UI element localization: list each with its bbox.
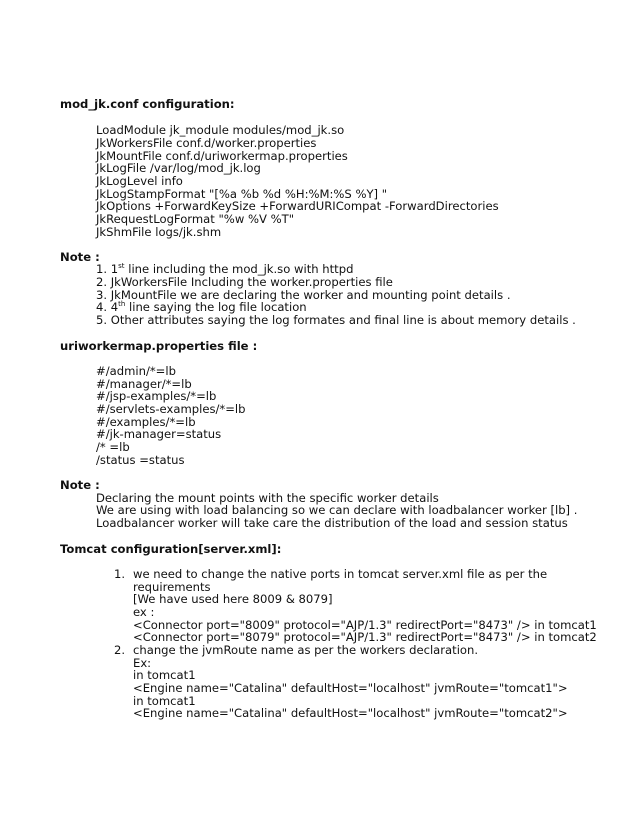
- note2-line: Loadbalancer worker will take care the distribution of the load and session status: [96, 516, 568, 530]
- uriworkermap-line: #/jk-manager=status: [96, 427, 222, 441]
- tomcat-item-line: in tomcat1: [133, 694, 196, 708]
- note1-item-text: line including the mod_jk.so with httpd: [124, 262, 354, 276]
- note1-item: [96, 300, 307, 314]
- modjk-line: JkWorkersFile conf.d/worker.properties: [96, 136, 317, 150]
- modjk-line: JkLogLevel info: [96, 174, 183, 188]
- modjk-line: JkShmFile logs/jk.shm: [96, 225, 222, 239]
- tomcat-item-number: 2.: [114, 643, 126, 657]
- uriworkermap-line: #/servlets-examples/*=lb: [96, 402, 246, 416]
- modjk-line: LoadModule jk_module modules/mod_jk.so: [96, 123, 345, 137]
- note1-heading: Note :: [60, 250, 100, 264]
- note1-item: [96, 262, 353, 276]
- note2-line: We are using with load balancing so we can declare with loadbalancer worker [lb] .: [96, 503, 578, 517]
- note1-item-ordinal: st: [118, 262, 125, 271]
- modjk-heading: mod_jk.conf configuration:: [60, 97, 235, 111]
- note1-item: 2. JkWorkersFile Including the worker.properties file: [96, 275, 393, 289]
- tomcat-item-line: <Connector port="8079" protocol="AJP/1.3" redirectPort="8473" /> in tomcat2: [133, 630, 597, 644]
- modjk-line: JkMountFile conf.d/uriworkermap.properties: [96, 149, 348, 163]
- note2-line: Declaring the mount points with the specific worker details: [96, 491, 439, 505]
- note1-item-text: line saying the log file location: [125, 300, 307, 314]
- note1-item-number: 1. 1: [96, 262, 119, 276]
- uriworkermap-line: #/examples/*=lb: [96, 415, 196, 429]
- note1-item-number: 4. 4: [96, 300, 119, 314]
- note1-item: 3. JkMountFile we are declaring the worker and mounting point details .: [96, 288, 511, 302]
- tomcat-item-line: <Engine name="Catalina" defaultHost="localhost" jvmRoute="tomcat1">: [133, 681, 568, 695]
- note2-heading: Note :: [60, 478, 100, 492]
- modjk-line: JkOptions +ForwardKeySize +ForwardURICompat -ForwardDirectories: [96, 199, 499, 213]
- uriworkermap-line: #/admin/*=lb: [96, 364, 176, 378]
- tomcat-item-line: <Engine name="Catalina" defaultHost="localhost" jvmRoute="tomcat2">: [133, 706, 568, 720]
- modjk-line: JkRequestLogFormat "%w %V %T": [96, 212, 295, 226]
- modjk-line: JkLogFile /var/log/mod_jk.log: [96, 161, 261, 175]
- uriworkermap-line: /status =status: [96, 453, 185, 467]
- tomcat-item-line: change the jvmRoute name as per the workers declaration.: [133, 643, 479, 657]
- uriworkermap-line: /* =lb: [96, 440, 130, 454]
- tomcat-item-line: requirements: [133, 580, 211, 594]
- tomcat-item-line: in tomcat1: [133, 668, 196, 682]
- tomcat-item-line: Ex:: [133, 656, 152, 670]
- note1-item: 5. Other attributes saying the log formates and final line is about memory details .: [96, 313, 576, 327]
- uriworkermap-line: #/manager/*=lb: [96, 377, 192, 391]
- note1-item-ordinal: th: [118, 300, 126, 309]
- tomcat-item-line: [We have used here 8009 & 8079]: [133, 592, 333, 606]
- tomcat-item-number: 1.: [114, 567, 126, 581]
- tomcat-item-line: ex :: [133, 605, 155, 619]
- tomcat-item-line: we need to change the native ports in tomcat server.xml file as per the: [133, 567, 548, 581]
- tomcat-item-line: <Connector port="8009" protocol="AJP/1.3" redirectPort="8473" /> in tomcat1: [133, 618, 597, 632]
- uriworkermap-heading: uriworkermap.properties file :: [60, 339, 258, 353]
- uriworkermap-line: #/jsp-examples/*=lb: [96, 389, 217, 403]
- tomcat-heading: Tomcat configuration[server.xml]:: [60, 542, 282, 556]
- modjk-line: JkLogStampFormat "[%a %b %d %H:%M:%S %Y] ": [96, 187, 388, 201]
